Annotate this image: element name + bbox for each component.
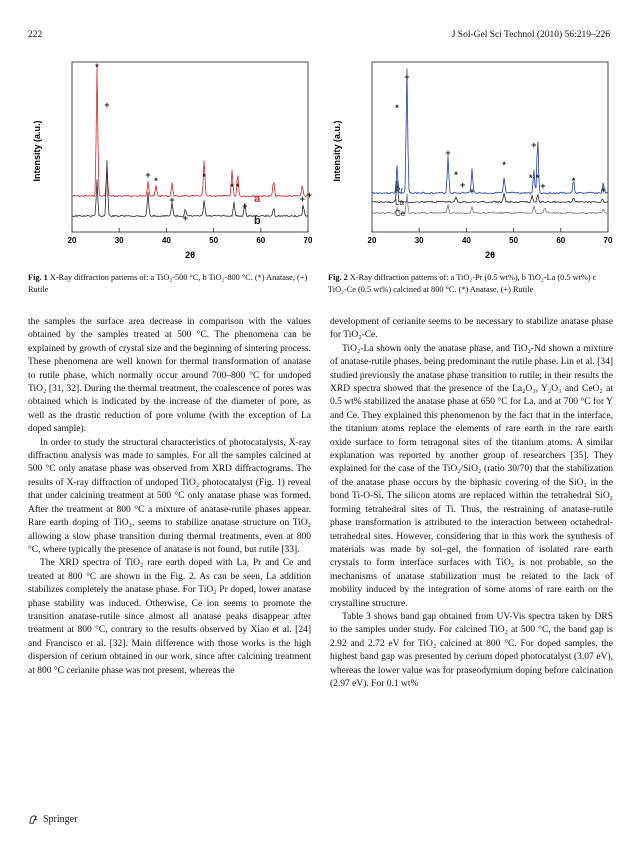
rutile-marker: +	[242, 201, 248, 211]
rutile-marker: +	[169, 195, 175, 205]
x-tick-label: 30	[114, 236, 124, 245]
x-tick-label: 50	[209, 236, 219, 245]
fig1-ylabel: Intensity (a.u.)	[32, 120, 42, 182]
fig2-label-ce: Ce	[395, 209, 406, 218]
figure-2-caption	[328, 272, 616, 295]
anatase-marker: *	[454, 170, 458, 180]
paragraph: In order to study the structural characteristics of photocatalysts, X-ray diffraction analysis was made to samples. For all the samples calcined at 500 °C only anatase phase was observed from XRD diffractograms. The results of X-ray diffraction of undoped TiO₂ photocatalyst (Fig. 1) reveal that under calcining treatment at 500 °C only anatase phase was formed. After the treatment at 800 °C a mixture of anatase-rutile phases appear. Rare earth doping of TiO₂, seems to stabilize anatase structure on TiO₂ allowing a slow phase transition during thermal treatments, even at 800 °C, where typically the presence of anatase is not found, but rutile [33].	[28, 437, 311, 555]
anatase-marker: *	[230, 182, 234, 192]
figure-2	[328, 56, 618, 266]
rutile-marker: +	[404, 72, 410, 82]
anatase-marker: *	[535, 173, 540, 183]
rutile-marker: +	[306, 190, 313, 200]
rutile-marker: +	[104, 100, 110, 110]
anatase-marker: *	[571, 176, 576, 186]
publisher-name: Springer	[43, 814, 78, 825]
paragraph: TiO₂-La shown only the anatase phase, and TiO₂-Nd shown a mixture of anatase-rutile phases, being predominant the rutile phase. Lin et al. [34] studied previously the anatase phase transition to rutile; in their results the XRD spectra showed that the presence of the La₂O₃, Y₂O₃ and CeO₂ at 0.5 wt% stabilized the anatase phase at 650 °C for La, and at 700 °C for Y and Ce. They explained this phenomenon by the fact that in the interface, the titanium atoms replace the elements of rare earth in the rare earth oxide surface to form tetragonal sites of the titanium atoms. A similar explanation was reported by another group of researchers [35]. They explained for the case of the TiO₂/SiO₂ (ratio 30/70) that the stabilization of the anatase phase occurs by the biphasic covering of the SiO₂ in the bond Ti-O-Si. The silicon atoms are replaced within the tetrahedral SiO₂ forming tetrahedral sites of Ti. Thus, the restraining of anatase-rutile phase transformation is attributed to the interaction between octahedral-tetrahedral sites. However, considering that in this work the synthesis of materials was made by sol–gel, the formation of isolated rare earth crystals to form interface surfaces with TiO₂ is not probable, so the mechanisms of anatase stabilization must be related to the lack of mobility induced by the integration of some atoms of rare earth on the crystalline structure.	[330, 343, 613, 609]
page-number: 222	[28, 30, 43, 40]
x-tick-label: 20	[67, 236, 77, 245]
anatase-marker: *	[95, 62, 99, 72]
fig1-caption-label: Fig. 1	[28, 273, 48, 282]
fig1-chart	[28, 56, 318, 266]
footer	[28, 814, 77, 825]
fig2-chart	[328, 56, 618, 266]
anatase-marker: *	[154, 176, 158, 186]
fig2-caption-text: X-Ray diffraction patterns of: a TiO₂-Pr (0.5 wt%), b TiO₂-La (0.5 wt%) c TiO₂-Ce (0.5 wt%) calcined at 800 °C. (*) Anatase, (+) Rutile	[328, 273, 597, 294]
rutile-marker: +	[445, 148, 451, 158]
paragraph: The XRD spectra of TiO₂ rare earth doped with La, Pr and Ce and treated at 800 °C are shown in the Fig. 2. As can be seen, La addition stabilizes completely the anatase phase. For TiO₂ Pr doped, lower anatase phase stability was induced. Otherwise, Ce ion seems to promote the transition anatase-rutile since almost all anatase peaks disappear after treatment at 800 °C, contrary to the results observed by Xiao et al. [24] and Francisco et al. [32]. Main difference with those works is the high dispersion of cerium obtained in our work, since after calcining treatment at 800 °C cerianite phase was not present, whereas the	[28, 558, 311, 676]
x-tick-label: 70	[603, 236, 613, 245]
figure-1	[28, 56, 318, 266]
x-tick-label: 60	[556, 236, 566, 245]
x-tick-label: 40	[461, 236, 471, 245]
anatase-marker: *	[502, 160, 506, 170]
fig2-curve-ce	[372, 194, 608, 214]
fig1-caption-text: X-Ray diffraction patterns of: a TiO₂-500 °C, b TiO₂-800 °C. (*) Anatase, (+) Rutile	[28, 273, 308, 294]
rutile-marker: +	[145, 170, 151, 180]
fig2-label-pr: Pr	[395, 186, 403, 195]
figure-1-caption	[28, 272, 312, 295]
paragraph: Table 3 shows band gap obtained from UV-Vis spectra taken by DRS to the samples under study. For calcined TiO₂ at 500 °C, the band gap is 2.92 and 2.72 eV for TiO₂ calcined at 800 °C. For doped samples, the highest band gap was presented by cerium doped photocatalyst (3.07 eV), whereas the lower value was for praseodymium doping before calcination (2.97 eV). For 0.1 wt%	[330, 611, 613, 689]
rutile-marker: +	[531, 140, 537, 150]
fig1-label-b: b	[254, 215, 261, 227]
anatase-marker: *	[528, 173, 533, 183]
paragraph: the samples the surface area decrease in comparison with the values obtained by the samples treated at 500 °C. The phenomena can be explained by growth of crystal size and the beginning of sintering process. These phenomena are well known for thermal transformation of anatase to rutile phase, which normally occur around 700–800 °C for undoped TiO₂ [31, 32]. During the thermal treatment, the coalescence of pores was obtained which is indicated by the increase of the diameter of pore, as well as the drastic reduction of pore volume (with the exception of La doped sample).	[28, 317, 311, 435]
fig2-label-la: La	[395, 198, 404, 207]
rutile-marker: +	[299, 194, 305, 204]
journal-header: J Sol-Gel Sci Technol (2010) 56:219–226	[451, 30, 610, 40]
anatase-marker: *	[235, 182, 240, 192]
paragraph: development of cerianite seems to be necessary to stabilize anatase phase for TiO₂-Ce.	[330, 317, 613, 341]
rutile-marker: +	[182, 213, 188, 223]
x-tick-label: 50	[509, 236, 519, 245]
fig2-caption-label: Fig. 2	[328, 273, 348, 282]
anatase-marker: *	[202, 172, 206, 182]
x-tick-label: 20	[367, 236, 377, 245]
body-column-left	[28, 316, 311, 678]
rutile-marker: +	[540, 181, 546, 191]
anatase-marker: *	[395, 103, 399, 113]
fig2-curve-pr	[372, 68, 608, 193]
rutile-marker: +	[600, 185, 606, 195]
springer-horse-icon	[28, 814, 39, 825]
x-tick-label: 70	[303, 236, 313, 245]
fig1-plot-frame	[72, 62, 308, 232]
body-column-right	[330, 316, 613, 691]
rutile-marker: +	[469, 186, 475, 196]
fig1-xlabel: 2θ	[185, 250, 195, 260]
rutile-marker: +	[459, 180, 466, 190]
x-tick-label: 40	[161, 236, 171, 245]
fig2-ylabel: Intensity (a.u.)	[332, 120, 342, 182]
x-tick-label: 60	[256, 236, 266, 245]
fig2-xlabel: 2θ	[485, 250, 495, 260]
x-tick-label: 30	[414, 236, 424, 245]
fig1-label-a: a	[254, 193, 261, 205]
